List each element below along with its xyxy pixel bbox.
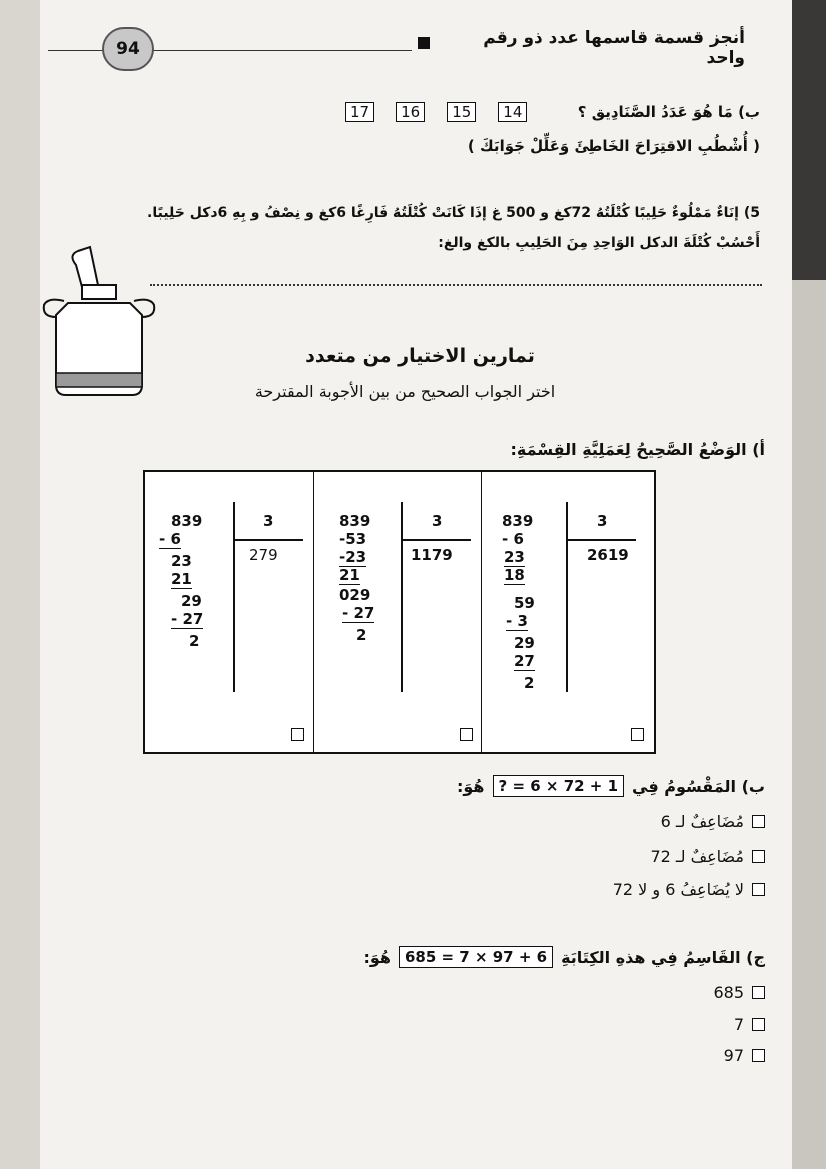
option-label: 7 — [733, 1015, 744, 1034]
division-bracket-vertical — [233, 502, 235, 692]
option-label: مُضَاعِفٌ لـ 6 — [660, 812, 744, 831]
step: - 3 — [506, 612, 528, 630]
square-bullet-icon — [418, 34, 430, 53]
option-label: مُضَاعِفٌ لـ 72 — [650, 847, 744, 866]
checkbox[interactable] — [752, 815, 765, 828]
checkbox[interactable] — [752, 1049, 765, 1062]
step: 2 — [356, 626, 367, 644]
quotient: 2619 — [587, 546, 629, 564]
choice-box-14[interactable]: 14 — [498, 102, 527, 122]
page-number: 94 — [102, 27, 154, 71]
division-bracket-vertical — [401, 502, 403, 692]
divisor: 3 — [432, 512, 443, 530]
division-option-3 — [145, 472, 313, 752]
mcq-instruction: اختر الجواب الصحيح من بين الأجوبة المقترحة — [254, 382, 556, 401]
header-rule-left — [48, 50, 103, 51]
part-c-equation: 685 = 7 × 97 + 6 — [399, 946, 553, 968]
option-label: 97 — [723, 1046, 744, 1065]
step: 29 — [181, 592, 202, 610]
divisor: 3 — [263, 512, 274, 530]
part-b-option-2[interactable] — [520, 847, 765, 866]
answer-dotted-line[interactable] — [150, 284, 762, 286]
divisor: 3 — [597, 512, 608, 530]
division-option-2 — [313, 472, 482, 752]
step: - 27 — [171, 610, 204, 628]
part-c-option-2[interactable] — [620, 1015, 765, 1034]
quotient: 1179 — [411, 546, 453, 564]
quotient: 279 — [249, 546, 278, 564]
question-b-choices — [345, 102, 535, 122]
checkbox[interactable] — [752, 986, 765, 999]
step: 23 — [504, 548, 525, 566]
mcq-section-title: تمارين الاختيار من متعدد — [305, 345, 535, 367]
step: 23 — [171, 552, 192, 570]
chapter-tab — [792, 0, 826, 280]
option-label: 685 — [713, 983, 744, 1002]
part-b-label-end: هُوَ: — [457, 776, 485, 796]
step: 18 — [504, 566, 525, 584]
step: 29 — [514, 634, 535, 652]
step: - 6 — [159, 530, 181, 548]
adjacent-page-edge — [792, 0, 826, 1169]
step: 27 — [514, 652, 535, 670]
part-c-label: ج) القَاسِمُ فِي هذهِ الكِتَابَةِ — [561, 947, 765, 967]
step: 2 — [189, 632, 200, 650]
part-b-equation: ? = 6 × 72 + 1 — [493, 775, 625, 797]
part-a-label: أ) الوَضْعُ الصَّحِيحُ لِعَمَلِيَّةِ القِسْمَةِ: — [510, 440, 765, 459]
part-c-option-3[interactable] — [620, 1046, 765, 1065]
division-bracket-horizontal — [566, 539, 636, 541]
question-5-line1: 5) إنَاءٌ مَمْلُوءٌ حَلِيبًا كُتْلَتُهُ 72كغ و 500 غ إذَا كَانَتْ كُتْلَتُهُ فَارِغًا 6كغ و نِصْفُ و بِهِ 6دكل حَلِيبًا. — [147, 205, 760, 221]
dividend: 839 — [502, 512, 534, 530]
part-b-option-3[interactable] — [500, 880, 765, 899]
milk-can-icon — [38, 245, 158, 405]
step: -23 — [339, 548, 367, 566]
dividend: 839 — [339, 512, 371, 530]
option-label: لا يُضَاعِفُ 6 و لا 72 — [612, 880, 744, 899]
part-c-question — [250, 946, 765, 968]
step: 2 — [524, 674, 535, 692]
dividend: 839 — [171, 512, 203, 530]
checkbox[interactable] — [752, 1018, 765, 1031]
step: -53 — [339, 530, 367, 548]
division-options-grid — [143, 470, 656, 754]
step: 21 — [171, 570, 192, 588]
choice-box-15[interactable]: 15 — [447, 102, 476, 122]
part-b-label: ب) المَقْسُومُ فِي — [632, 776, 765, 796]
header-rule-mid — [152, 50, 412, 51]
choice-box-16[interactable]: 16 — [396, 102, 425, 122]
step: - 6 — [502, 530, 524, 548]
question-5-line2: أَحْسُبْ كُتْلَةَ الدكل الوَاحِدِ مِنَ الحَلِيبِ بالكغ والغ: — [438, 235, 760, 251]
step: 21 — [339, 566, 360, 584]
division-bracket-horizontal — [233, 539, 303, 541]
division-option-1 — [481, 472, 655, 752]
part-b-option-1[interactable] — [520, 812, 765, 831]
division-bracket-vertical — [566, 502, 568, 692]
option-1-checkbox[interactable] — [631, 728, 644, 741]
option-3-checkbox[interactable] — [291, 728, 304, 741]
step: 59 — [514, 594, 535, 612]
option-2-checkbox[interactable] — [460, 728, 473, 741]
choice-box-17[interactable]: 17 — [345, 102, 374, 122]
step: 029 — [339, 586, 371, 604]
question-b-prompt: ب) مَا هُوَ عَدَدُ الصَّنَادِيق ؟ — [577, 103, 760, 121]
part-b-question — [310, 775, 765, 797]
division-bracket-horizontal — [401, 539, 471, 541]
part-c-label-end: هُوَ: — [363, 947, 391, 967]
step: - 27 — [342, 604, 375, 622]
checkbox[interactable] — [752, 850, 765, 863]
question-b-instruction: ( أُشْطُبِ الاقتِرَاحَ الخَاطِئَ وَعَلِّلْ جَوَابَكَ ) — [467, 137, 760, 155]
page-title: أنجز قسمة قاسمها عدد ذو رقم واحد — [483, 28, 745, 68]
part-c-option-1[interactable] — [620, 983, 765, 1002]
checkbox[interactable] — [752, 883, 765, 896]
